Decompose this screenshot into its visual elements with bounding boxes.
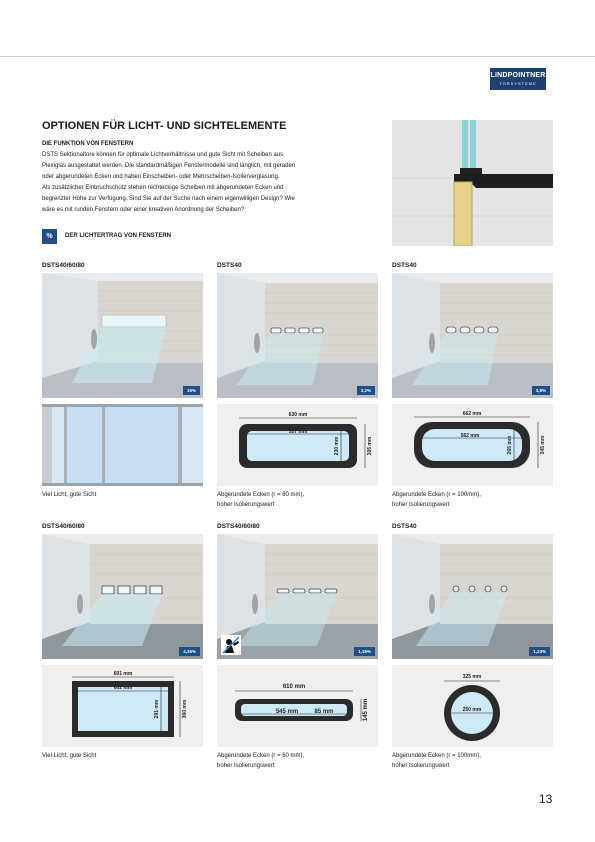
- header-divider: [0, 56, 595, 57]
- body-line: wäre es mit runden Fenstern oder einer kreativen Anordnung der Scheiben?: [42, 207, 245, 213]
- caption-line-1: Abgerundete Ecken (r = 60 mm),: [217, 492, 305, 498]
- caption-line-1: Abgerundete Ecken (r = 100mm),: [392, 753, 481, 759]
- option-6-inner-diameter: 250 mm: [462, 707, 482, 713]
- option-4-inner-width: 602 mm: [113, 685, 133, 691]
- caption-line-1: Viel Licht, gute Sicht: [42, 753, 97, 759]
- option-5-scene: [217, 534, 378, 659]
- window-profile-image: [392, 120, 553, 246]
- body-text: [42, 150, 378, 216]
- option-3-inner-width: 562 mm: [460, 433, 480, 439]
- caption-line-1: Abgerundete Ecken (r = 100mm),: [392, 492, 481, 498]
- percent-icon: %: [42, 229, 57, 244]
- option-6-outer-diameter: 325 mm: [462, 674, 482, 680]
- option-6-dimension-drawing: [392, 665, 553, 747]
- option-2-outer-height: 305 mm: [367, 436, 373, 456]
- option-4-model: DSTS40/60/80: [42, 523, 85, 530]
- option-2-scene: [217, 273, 378, 398]
- option-6-scene: [392, 534, 553, 659]
- option-5-corner-width: 85 mm: [314, 709, 334, 715]
- burglar-icon: [221, 635, 241, 655]
- option-1-percent: 15%: [183, 386, 200, 395]
- body-line: DSTS Sektionaltore können für optimale Lichtverhältnisse und gute Sicht mit Scheiben aus: [42, 152, 284, 158]
- option-1-window-photo: [42, 404, 203, 486]
- option-3-outer-height: 345 mm: [540, 435, 546, 455]
- brand-logo: [490, 68, 546, 90]
- body-line: Plexiglas ausgestattet werden. Die standardmäßigen Fenstermodelle sind länglich, mit geraden: [42, 163, 296, 169]
- option-3-caption: [392, 490, 562, 510]
- option-5-caption: [217, 751, 387, 771]
- option-3-inner-height: 265 mm: [507, 435, 513, 455]
- option-5-dimension-drawing: [217, 665, 378, 747]
- caption-line-2: hoher Isolierungswert: [392, 763, 450, 769]
- page-number: 13: [539, 792, 553, 806]
- option-2-caption: [217, 490, 387, 510]
- option-3-model: DSTS40: [392, 262, 417, 269]
- option-4-dimension-drawing: [42, 665, 203, 747]
- option-3-scene: [392, 273, 553, 398]
- option-4-inner-height: 291 mm: [154, 699, 160, 719]
- option-6-model: DSTS40: [392, 523, 417, 530]
- option-5-model: DSTS40/60/80: [217, 523, 260, 530]
- option-5-percent: 1,15%: [354, 647, 375, 656]
- caption-line-2: hoher Isolierungswert: [392, 502, 450, 508]
- option-2-percent: 3,2%: [357, 386, 375, 395]
- option-4-outer-height: 360 mm: [182, 699, 188, 719]
- option-4-outer-width: 601 mm: [113, 671, 133, 677]
- subheading: DIE FUNKTION VON FENSTERN: [42, 141, 134, 147]
- body-line: oder abgerundeten Ecken und haben Einscheiben- oder Mehrscheiben-Isolierverglasung.: [42, 174, 280, 180]
- option-2-inner-height: 230 mm: [334, 436, 340, 456]
- option-4-scene: [42, 534, 203, 659]
- body-line: begrenzter Höhe zur Verfügung. Sind Sie auf der Suche nach einem eigenwilligen Design? Wie: [42, 196, 295, 202]
- option-5-outer-height: 145 mm: [363, 698, 369, 722]
- option-5-outer-width: 610 mm: [282, 684, 306, 690]
- caption-line-1: Viel Licht, gute Sicht: [42, 492, 97, 498]
- option-2-model: DSTS40: [217, 262, 242, 269]
- option-6-percent: 1,23%: [529, 647, 550, 656]
- option-4-caption: [42, 751, 212, 761]
- brand-line-1: LINDPOINTNER: [490, 72, 546, 79]
- option-2-dimension-drawing: [217, 404, 378, 486]
- option-4-percent: 4,35%: [179, 647, 200, 656]
- option-1-scene: [42, 273, 203, 398]
- caption-line-2: hoher Isolierungswert: [217, 502, 275, 508]
- option-5-inner-width: 545 mm: [275, 709, 299, 715]
- option-1-model: DSTS40/60/80: [42, 262, 85, 269]
- option-2-inner-width: 557 mm: [288, 429, 308, 435]
- option-6-caption: [392, 751, 562, 771]
- brand-line-2: TORSYSTEME: [499, 81, 537, 86]
- option-3-percent: 3,8%: [532, 386, 550, 395]
- section-title: DER LICHTERTRAG VON FENSTERN: [65, 233, 172, 239]
- option-3-dimension-drawing: [392, 404, 553, 486]
- caption-line-1: Abgerundete Ecken (r = 60 mm),: [217, 753, 305, 759]
- option-2-outer-width: 630 mm: [288, 412, 308, 418]
- option-1-caption: [42, 490, 212, 500]
- body-line: Als zusätzlicher Einbruchschutz stehen rechteckige Scheiben mit abgerundeten Ecken und: [42, 185, 284, 191]
- option-3-outer-width: 662 mm: [462, 411, 482, 417]
- page-title: OPTIONEN FÜR LICHT- UND SICHTELEMENTE: [42, 120, 287, 132]
- caption-line-2: hoher Isolierungswert: [217, 763, 275, 769]
